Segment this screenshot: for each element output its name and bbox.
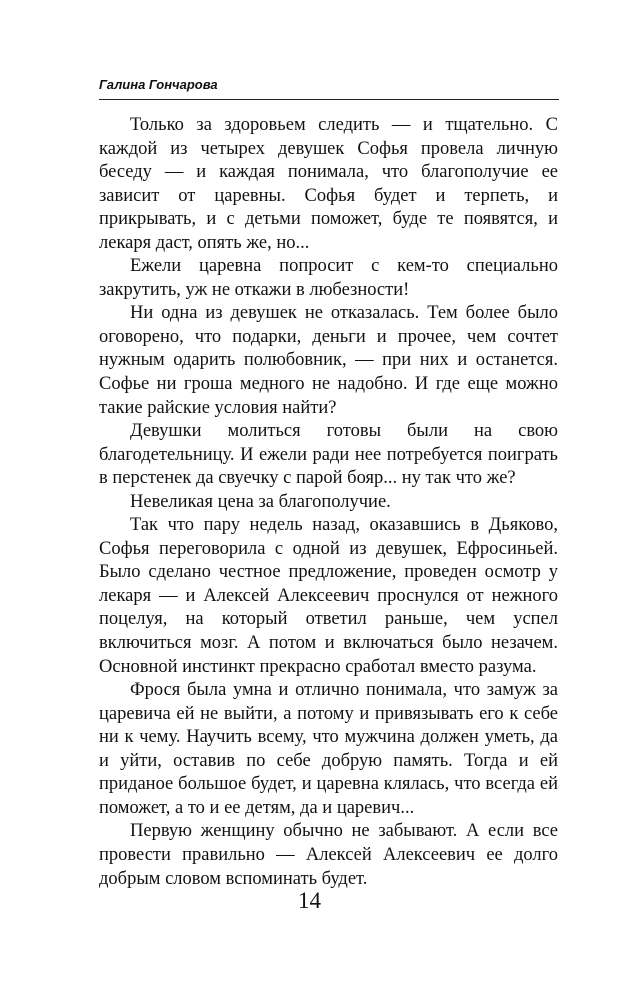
paragraph: Ежели царевна попросит с кем-то специально закрутить, уж не откажи в любезности! xyxy=(99,256,558,300)
header-author: Галина Гончарова xyxy=(99,77,218,92)
paragraph: Невеликая цена за благополучие. xyxy=(130,491,391,512)
body-text xyxy=(99,114,558,891)
paragraph: Только за здоровьем следить — и тщательно. С каждой из четырех девушек Софья провела личную беседу — и каждая понимала, что благополучие ее зависит от царевны. Софья будет и терпеть, и прикрывать, и с детьми поможет, буде те появятся, и лекаря даст, опять же, но... xyxy=(99,115,558,253)
paragraph: Фрося была умна и отлично понимала, что замуж за царевича ей не выйти, а потому и привязывать его к себе ни к чему. Научить всему, что мужчина должен уметь, да и уйти, оставив по себе добрую память. Тогда и ей приданое большое будет, и царевна клялась, что всегда ей поможет, а то и ее детям, да и царевич... xyxy=(99,680,558,818)
paragraph: Первую женщину обычно не забывают. А если все провести правильно — Алексей Алексеевич ее долго добрым словом вспоминать будет. xyxy=(99,821,558,889)
paragraph: Девушки молиться готовы были на свою благодетельницу. И ежели ради нее потребуется поиграть в перстенек да свуечку с парой бояр... ну так что же? xyxy=(99,421,558,489)
paragraph: Ни одна из девушек не отказалась. Тем более было оговорено, что подарки, деньги и прочее, чем сочтет нужным одарить полюбовник, — при них и останется. Софье ни гроша медного не надобно. И где еще можно такие райские условия найти? xyxy=(99,303,558,418)
page-number: 14 xyxy=(298,888,321,913)
paragraph: Так что пару недель назад, оказавшись в Дьяково, Софья переговорила с одной из девушек, Ефросиньей. Было сделано честное предложение, проведен осмотр у лекаря — и Алексей Алексеевич проснулся от нежного поцелуя, на который ответил раньше, чем успел включиться мозг. А потом и включаться было незачем. Основной инстинкт прекрасно сработал вместо разума. xyxy=(99,515,558,677)
running-header xyxy=(99,73,559,100)
